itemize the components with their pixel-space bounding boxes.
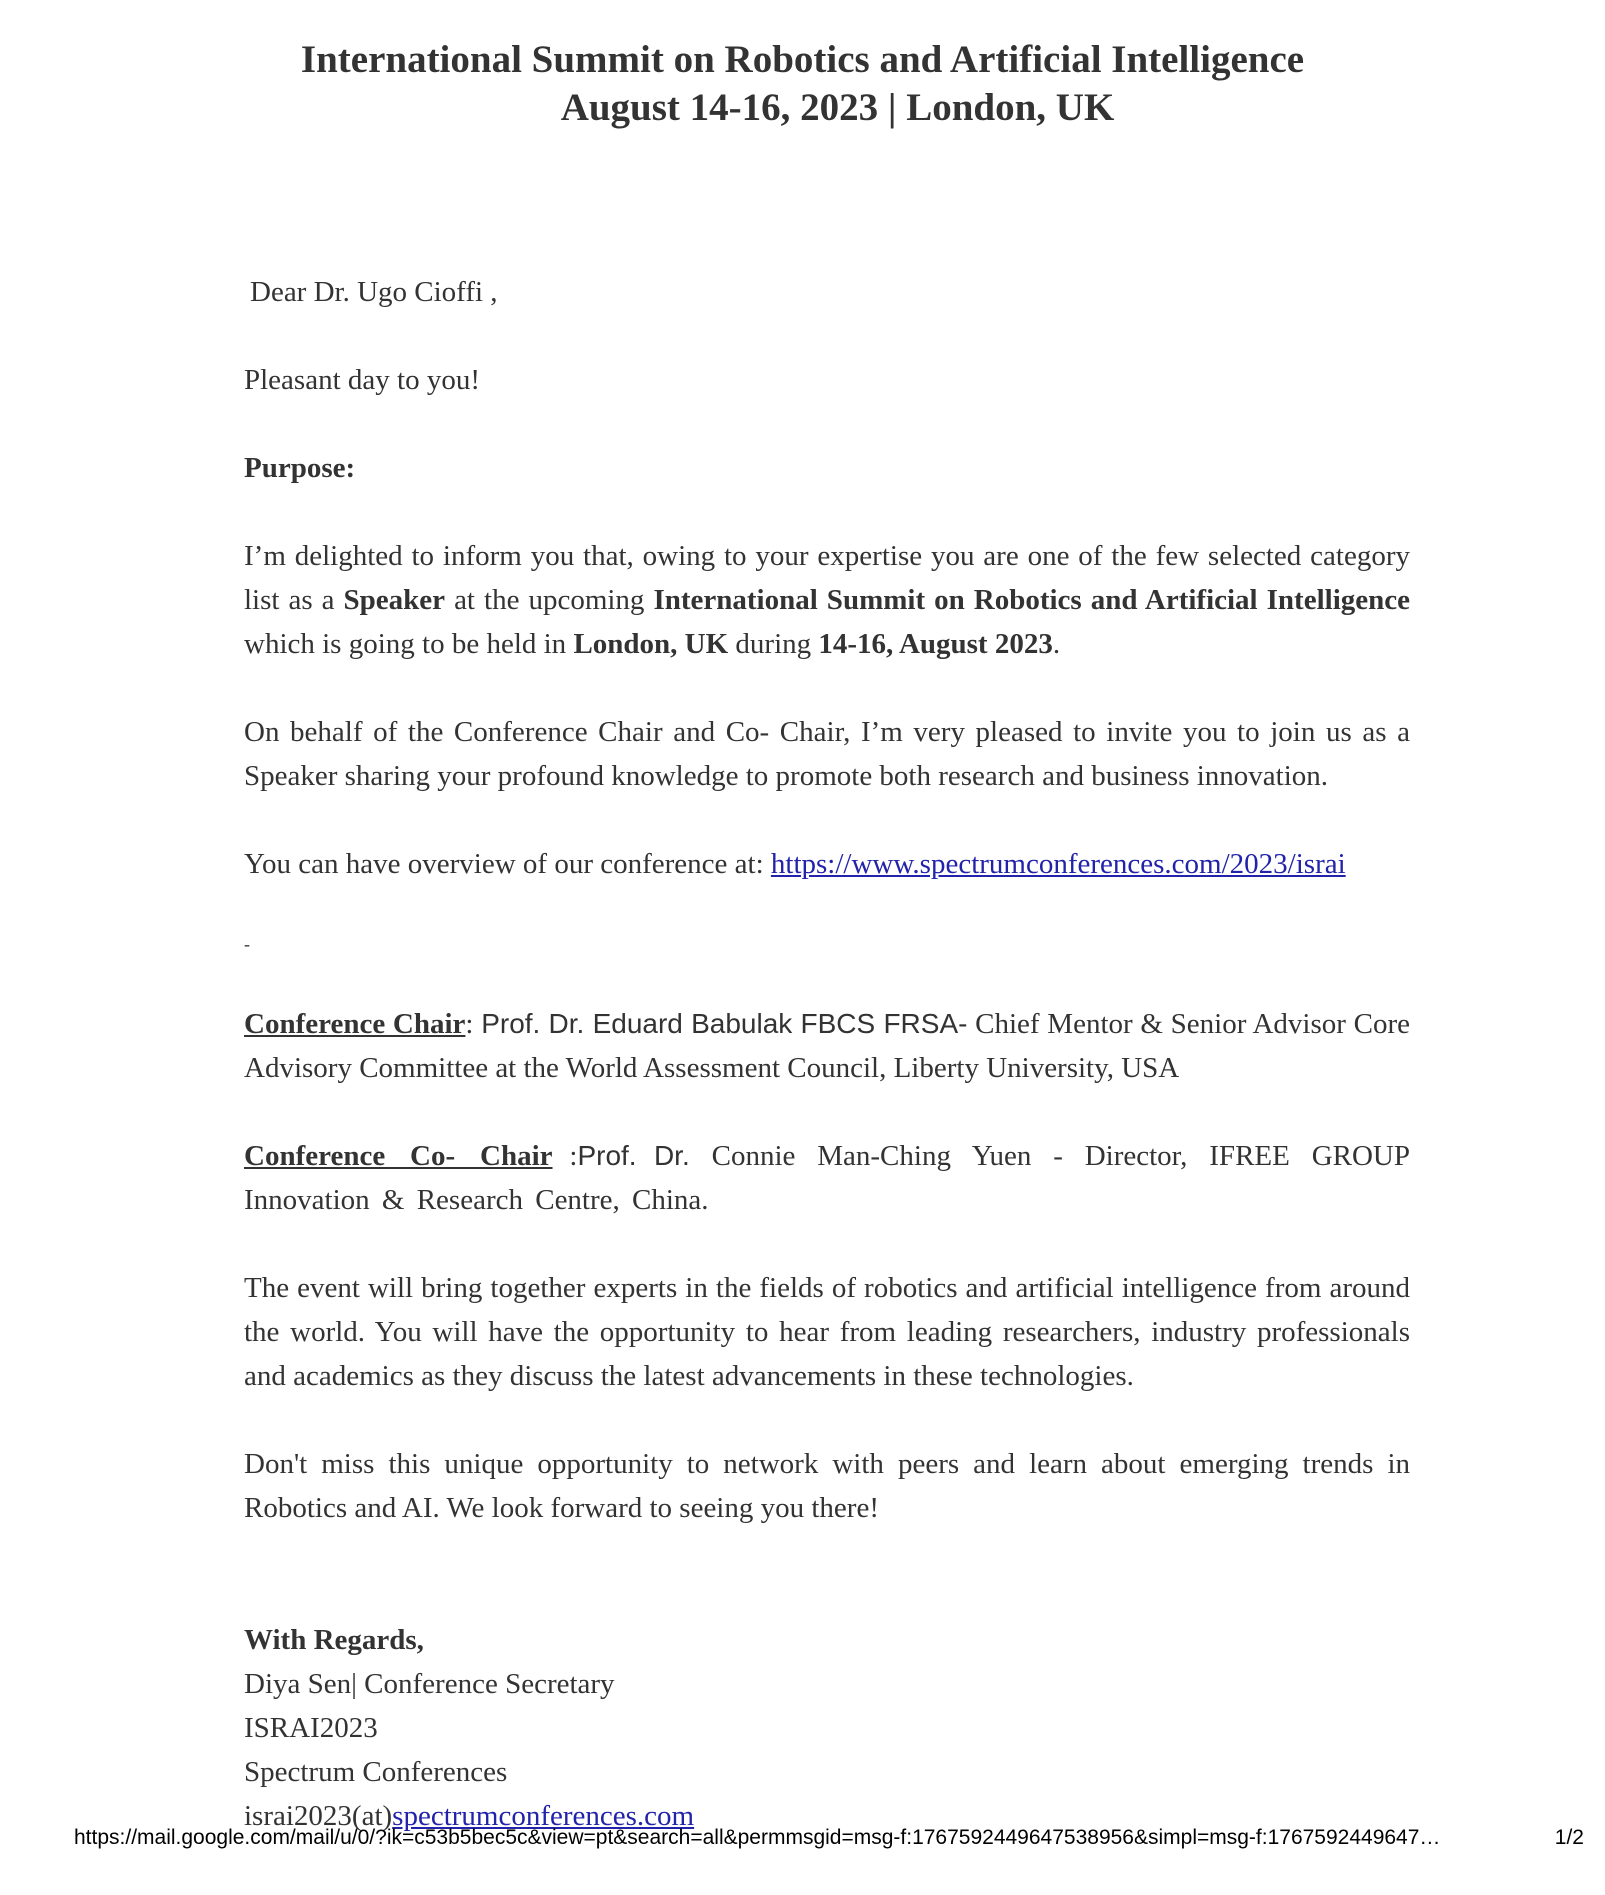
greeting: Dear Dr. Ugo Cioffi , — [250, 276, 498, 308]
separator-dash: - — [244, 934, 250, 954]
event-title: International Summit on Robotics and Artificial Intelligence — [300, 38, 1305, 81]
signature-closing: With Regards, — [244, 1624, 424, 1656]
conference-cochair-label: Conference Co- Chair — [244, 1140, 553, 1172]
letter-body — [244, 270, 1410, 1838]
event-description-paragraph: The event will bring together experts in the fields of robotics and artificial intelligence from around the world. You will have the opportunity to hear from leading researchers, industry professionals and academics as they discuss the latest advancements in these technologies. — [244, 1272, 1410, 1392]
conference-cochair-paragraph — [244, 1134, 1410, 1222]
para1-text-2: at the upcoming — [445, 584, 654, 616]
event-name: International Summit on Robotics and Artificial Intelligence — [653, 584, 1410, 616]
letter-header — [0, 36, 1605, 132]
para1-text-3: which is going to be held in — [244, 628, 574, 660]
page-number: 1/2 — [1554, 1826, 1584, 1849]
signature-event-code: ISRAI2023 — [244, 1712, 378, 1744]
behalf-paragraph: On behalf of the Conference Chair and Co- Chair, I’m very pleased to invite you to join us as a Speaker sharing your profound knowledge to promote both research and business innovation. — [244, 716, 1410, 792]
closing-invitation-paragraph: Don't miss this unique opportunity to network with peers and learn about emerging trends in Robotics and AI. We look forward to seeing you there! — [244, 1448, 1410, 1524]
conference-cochair-sep: : — [552, 1140, 578, 1172]
purpose-heading: Purpose: — [244, 452, 356, 484]
signature-email-domain-link[interactable]: spectrumconferences.com — [392, 1800, 695, 1832]
event-dates: 14-16, August 2023 — [818, 628, 1053, 660]
conference-cochair-name: Prof. Dr. — [577, 1140, 690, 1171]
signature-block — [244, 1618, 1410, 1838]
pleasantry: Pleasant day to you! — [244, 364, 480, 396]
para1-text-5: . — [1052, 628, 1061, 660]
signature-name-title: Diya Sen| Conference Secretary — [244, 1668, 615, 1700]
conference-chair-label: Conference Chair — [244, 1008, 466, 1040]
conference-chair-sep: : — [465, 1008, 482, 1040]
footer-url: https://mail.google.com/mail/u/0/?ik=c53b5bec5c&view=pt&search=all&permmsgid=msg-f:1767592449647538956&simpl=msg-f:1767592449647… — [74, 1826, 1441, 1849]
para1-text-4: during — [728, 628, 819, 660]
event-location: London, UK — [573, 628, 729, 660]
invitation-paragraph — [244, 534, 1410, 666]
signature-organization: Spectrum Conferences — [244, 1756, 508, 1788]
conference-cochair-details: Connie Man-Ching Yuen - Director, IFREE GROUP Innovation & Research Centre, China. — [244, 1140, 1410, 1216]
event-date-location: August 14-16, 2023 | London, UK — [560, 86, 1115, 129]
overview-text: You can have overview of our conference at: — [244, 848, 771, 880]
conference-chair-details: Chief Mentor & Senior Advisor Core Advisory Committee at the World Assessment Council, Liberty University, USA — [244, 1008, 1410, 1084]
conference-chair-paragraph — [244, 1002, 1410, 1090]
speaker-role: Speaker — [343, 584, 446, 616]
para1-text-1: I’m delighted to inform you that, owing to your expertise you are one of the few selected category list as a — [244, 540, 1410, 616]
signature-email-prefix: israi2023(at) — [244, 1800, 393, 1832]
conference-chair-name: Prof. Dr. Eduard Babulak FBCS FRSA- — [481, 1008, 968, 1039]
conference-website-link[interactable]: https://www.spectrumconferences.com/2023/israi — [770, 848, 1346, 880]
overview-paragraph — [244, 842, 1410, 886]
